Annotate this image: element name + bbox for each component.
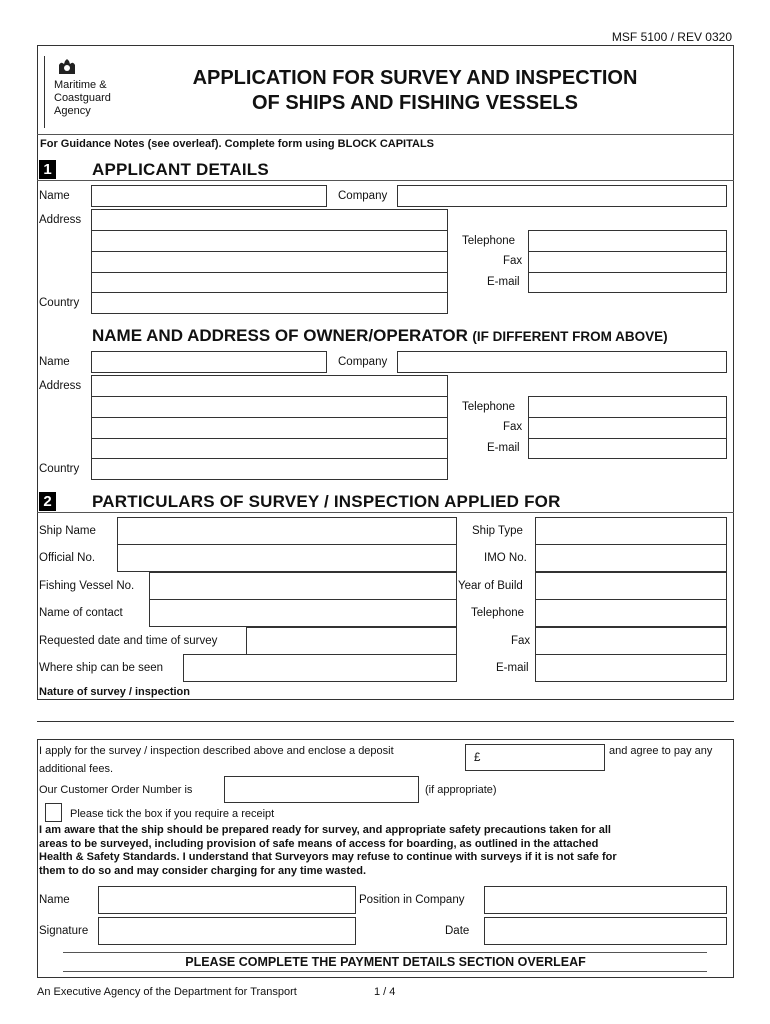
divider [37,134,734,135]
applicant-telephone-field[interactable] [528,230,727,252]
declaration [39,824,617,878]
divider [63,971,707,972]
applicant-company-field[interactable] [397,185,727,207]
contact-telephone-label: Telephone [471,607,525,619]
applicant-email-field[interactable] [528,272,727,293]
owner-address-line2[interactable] [91,396,448,418]
nature-of-survey-line1[interactable] [37,699,734,722]
signatory-name-label: Name [39,894,70,906]
where-seen-field[interactable] [183,654,457,682]
deposit-agree-text: and agree to pay any [609,745,713,757]
requested-date-field[interactable] [246,627,457,655]
owner-heading [92,326,668,346]
contact-fax-field[interactable] [535,627,727,655]
declaration-line3: Health & Safety Standards. I understand that Surveyors may refuse to continue with surveys if it is not safe for [39,851,617,863]
contact-fax-label: Fax [511,635,531,647]
official-no-field[interactable] [117,544,457,572]
owner-address-line1[interactable] [91,375,448,397]
owner-address-line3[interactable] [91,417,448,439]
agency-logo [44,56,129,128]
page-number: 1 / 4 [374,986,396,998]
order-number-label: Our Customer Order Number is [39,784,193,796]
crest-icon [55,58,79,76]
applicant-postcode-field[interactable] [91,272,448,293]
position-field[interactable] [484,886,727,914]
requested-date-label: Requested date and time of survey [39,635,218,647]
date-label: Date [445,925,470,937]
fishing-vessel-no-label: Fishing Vessel No. [39,580,135,592]
title-line1: APPLICATION FOR SURVEY AND INSPECTION [192,67,638,89]
nature-of-survey-label: Nature of survey / inspection [39,686,190,698]
owner-postcode-field[interactable] [91,438,448,459]
owner-telephone-label: Telephone [462,401,516,413]
position-label: Position in Company [359,894,465,906]
nature-of-survey-line2[interactable] [37,721,734,740]
fishing-vessel-no-field[interactable] [149,572,457,600]
signature-label: Signature [39,925,89,937]
guidance-note: For Guidance Notes (see overleaf). Complete form using BLOCK CAPITALS [40,138,435,150]
name-of-contact-label: Name of contact [39,607,123,619]
agency-name-line2: Coastguard [54,92,111,104]
signature-field[interactable] [98,917,356,945]
page-title [145,66,685,116]
section-2-heading: PARTICULARS OF SURVEY / INSPECTION APPLIED FOR [92,492,561,511]
applicant-country-label: Country [39,297,80,309]
divider [37,512,734,513]
deposit-text: I apply for the survey / inspection described above and enclose a deposit [39,745,394,757]
signatory-name-field[interactable] [98,886,356,914]
owner-address-label: Address [39,380,82,392]
declaration-line2: areas to be surveyed, including provision of safe means of access for boarding, as outlined in the attached [39,837,599,850]
contact-email-label: E-mail [496,662,529,674]
deposit-amount-field[interactable] [465,744,605,771]
order-number-field[interactable] [224,776,419,803]
ship-name-field[interactable] [117,517,457,545]
owner-name-field[interactable] [91,351,327,373]
agency-name-line1: Maritime & [54,79,107,91]
agency-name-line3: Agency [54,105,91,117]
applicant-name-field[interactable] [91,185,327,207]
owner-company-field[interactable] [397,351,727,373]
owner-country-field[interactable] [91,458,448,480]
owner-telephone-field[interactable] [528,396,727,418]
applicant-address-line2[interactable] [91,230,448,252]
imo-no-label: IMO No. [484,552,527,564]
section-2-number: 2 [39,492,56,511]
official-no-label: Official No. [39,552,96,564]
title-line2: OF SHIPS AND FISHING VESSELS [252,92,578,114]
applicant-country-field[interactable] [91,292,448,314]
applicant-company-label: Company [338,190,388,202]
divider [63,952,707,953]
owner-fax-label: Fax [503,421,523,433]
applicant-email-label: E-mail [487,276,520,288]
owner-heading-sub: (IF DIFFERENT FROM ABOVE) [472,329,668,344]
owner-email-label: E-mail [487,442,520,454]
owner-heading-main: NAME AND ADDRESS OF OWNER/OPERATOR [92,326,468,345]
order-number-note: (if appropriate) [425,784,497,796]
receipt-label: Please tick the box if you require a receipt [70,808,275,820]
year-of-build-label: Year of Build [458,580,523,592]
applicant-address-line3[interactable] [91,251,448,273]
divider [37,180,734,181]
footer-agency: An Executive Agency of the Department for Transport [37,986,297,998]
owner-email-field[interactable] [528,438,727,459]
year-of-build-field[interactable] [535,572,727,600]
applicant-fax-label: Fax [503,255,523,267]
applicant-telephone-label: Telephone [462,235,516,247]
applicant-address-label: Address [39,214,82,226]
ship-type-field[interactable] [535,517,727,545]
receipt-checkbox[interactable] [45,803,62,822]
deposit-text-continued: additional fees. [39,763,113,775]
ship-name-label: Ship Name [39,525,96,537]
applicant-fax-field[interactable] [528,251,727,273]
name-of-contact-field[interactable] [149,599,457,627]
currency-symbol: £ [474,752,481,764]
owner-fax-field[interactable] [528,417,727,439]
ship-type-label: Ship Type [472,525,523,537]
declaration-line1: I am aware that the ship should be prepared ready for survey, and appropriate safety precautions taken for all [39,824,611,836]
section-1-number: 1 [39,160,56,179]
payment-overleaf-note: PLEASE COMPLETE THE PAYMENT DETAILS SECTION OVERLEAF [185,955,586,969]
imo-no-field[interactable] [535,544,727,572]
applicant-address-line1[interactable] [91,209,448,231]
owner-company-label: Company [338,356,388,368]
date-field[interactable] [484,917,727,945]
owner-country-label: Country [39,463,80,475]
declaration-line4: them to do so and may consider charging for any time wasted. [39,864,367,877]
form-reference: MSF 5100 / REV 0320 [611,30,732,44]
applicant-name-label: Name [39,190,70,202]
owner-name-label: Name [39,356,70,368]
contact-telephone-field[interactable] [535,599,727,627]
where-seen-label: Where ship can be seen [39,662,164,674]
contact-email-field[interactable] [535,654,727,682]
section-1-heading: APPLICANT DETAILS [92,160,269,179]
